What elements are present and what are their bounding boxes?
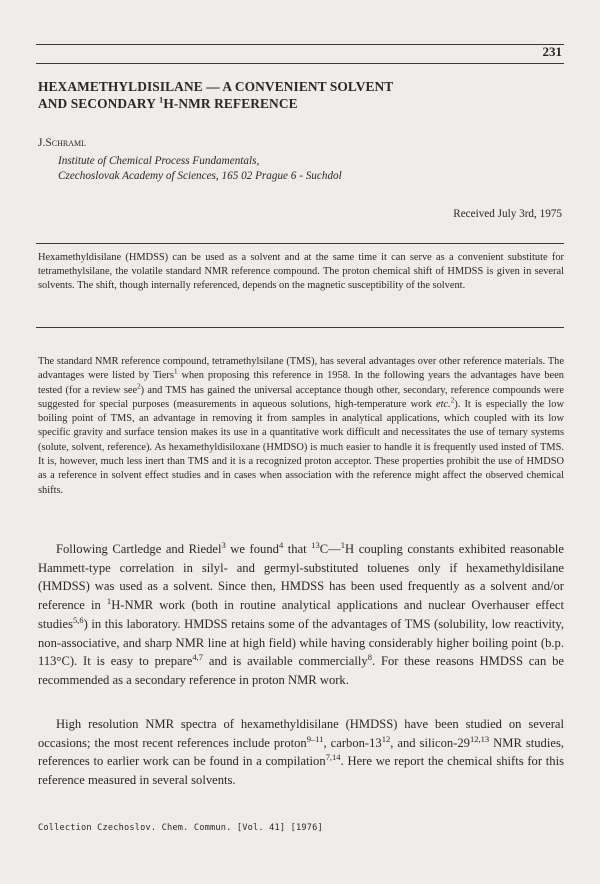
body1-text: and is available commercially (203, 654, 368, 669)
ref-sup: 8 (367, 652, 372, 663)
abstract: Hexamethyldisilane (HMDSS) can be used as a solvent and at the same time it can serve as a convenient substitute for tetramethylsilane, the volatile standard NMR reference compound. The proton chemical shift of HMDSS is given in several solvents. The shift, though internally referenced, depends on the magnetic susceptibility of the solvent. (38, 252, 564, 292)
ref-sup: 2 (450, 396, 455, 405)
top-rule (36, 44, 564, 45)
title-superscript: 1 (158, 94, 164, 105)
intro-text-4: ). It is especially the low boiling point of TMS, an advantage in removing it from samples in analytical applications, which coupled with its low specific gravity and surface tension makes its use in a quantitative work difficult and necessitates the use of ternary systems (solute, solvent, reference). As hexamethyldisiloxane (HMDSO) is much easier to handle it is frequently used insted of TMS. It is, however, much less inert than TMS and it is a recognized proton acceptor. These properties prohibit the use of HMDSO as a reference in solvent effect studies and in cases when association with the reference might affect the observed chemical shifts. (38, 398, 564, 496)
isotope-sup: 13 (311, 539, 320, 550)
body2-text: NMR studies, references to earlier work can be found in a compilation (38, 735, 564, 769)
body2-text: High resolution NMR spectra of hexamethyldisilane (HMDSS) have been studied on several occasions; the most recent references include proton (38, 717, 564, 750)
ref-sup: 5,6 (72, 614, 84, 625)
affiliation-line-1: Institute of Chemical Process Fundamentals, (58, 155, 260, 167)
body2-text: , and silicon-29 (390, 735, 470, 750)
title-line-1: HEXAMETHYLDISILANE — A CONVENIENT SOLVENT (38, 79, 394, 94)
ref-sup: 1 (173, 367, 178, 376)
body1-text: Following Cartledge and Riedel (56, 542, 222, 556)
article-title (38, 78, 558, 112)
body2-text: . Here we report the chemical shifts for this reference measured in several solvents. (38, 754, 564, 788)
intro-etc: etc. (436, 398, 451, 410)
ref-sup: 12 (381, 733, 391, 744)
ref-sup: 4,7 (192, 652, 204, 663)
abstract-bottom-rule (36, 327, 564, 328)
intro-text-1: The standard NMR reference compound, tetramethylsilane (TMS), has several advantages over other reference materials. The advantages were listed by Tiers (38, 356, 564, 382)
body1-text: ) in this laboratory. HMDSS retains some of the advantages of TMS (solubility, low reactivity, non-associative, and sharp NMR line at high field) while having considerably higher boiling point (b.p. 113°C). It is easy to prepare (38, 616, 564, 669)
journal-footer: Collection Czechoslov. Chem. Commun. [Vol. 41] [1976] (38, 823, 323, 833)
body1-text: C— (319, 542, 341, 556)
body1-text: . For these reasons HMDSS can be recommended as a secondary reference in proton NMR work. (38, 654, 565, 687)
body-paragraph-2 (38, 715, 564, 790)
intro-paragraph (38, 355, 564, 498)
body2-text: , carbon-13 (323, 735, 382, 750)
ref-sup: 3 (221, 539, 226, 550)
page-number: 231 (542, 44, 562, 59)
author-name: J.Schraml (38, 137, 86, 149)
ref-sup: 4 (278, 539, 284, 550)
ref-sup: 12,13 (469, 733, 490, 744)
body1-text: H-NMR work (both in routine analytical applications and nuclear Overhauser effect studies (38, 598, 564, 631)
ref-sup: 2 (137, 382, 141, 391)
body1-text: H coupling constants exhibited reasonable Hammett-type correlation in silyl- and germyl-substituted toluenes only if hexamethyldisilane (HMDSS) was used as a solvent. Since then, HMDSS has been used frequently as a solvent and/or reference in (38, 542, 565, 613)
body1-text: we found (225, 542, 279, 556)
body-paragraph-1 (38, 540, 564, 690)
ref-sup: 9–11 (306, 733, 324, 744)
title-line-2-pre: AND SECONDARY (38, 96, 159, 111)
abstract-top-rule (36, 243, 564, 244)
body1-text: that (283, 542, 312, 556)
affiliation-line-2: Czechoslovak Academy of Sciences, 165 02 Prague 6 - Suchdol (58, 170, 342, 182)
intro-text-3: ) and TMS has gained the universal acceptance though other, secondary, reference compounds were suggested for special purposes (measurements in aqueous solutions, high-temperature work (38, 384, 564, 410)
intro-text-2: when proposing this reference in 1958. In the following years the advantages have been tested (for a review see (38, 370, 564, 396)
title-line-2-post: H-NMR REFERENCE (163, 96, 298, 111)
isotope-sup: 1 (106, 595, 112, 606)
ref-sup: 7,14 (325, 752, 341, 763)
received-date: Received July 3rd, 1975 (453, 208, 562, 220)
affiliation (58, 154, 342, 184)
header-rule (36, 63, 564, 64)
isotope-sup: 1 (340, 539, 346, 550)
